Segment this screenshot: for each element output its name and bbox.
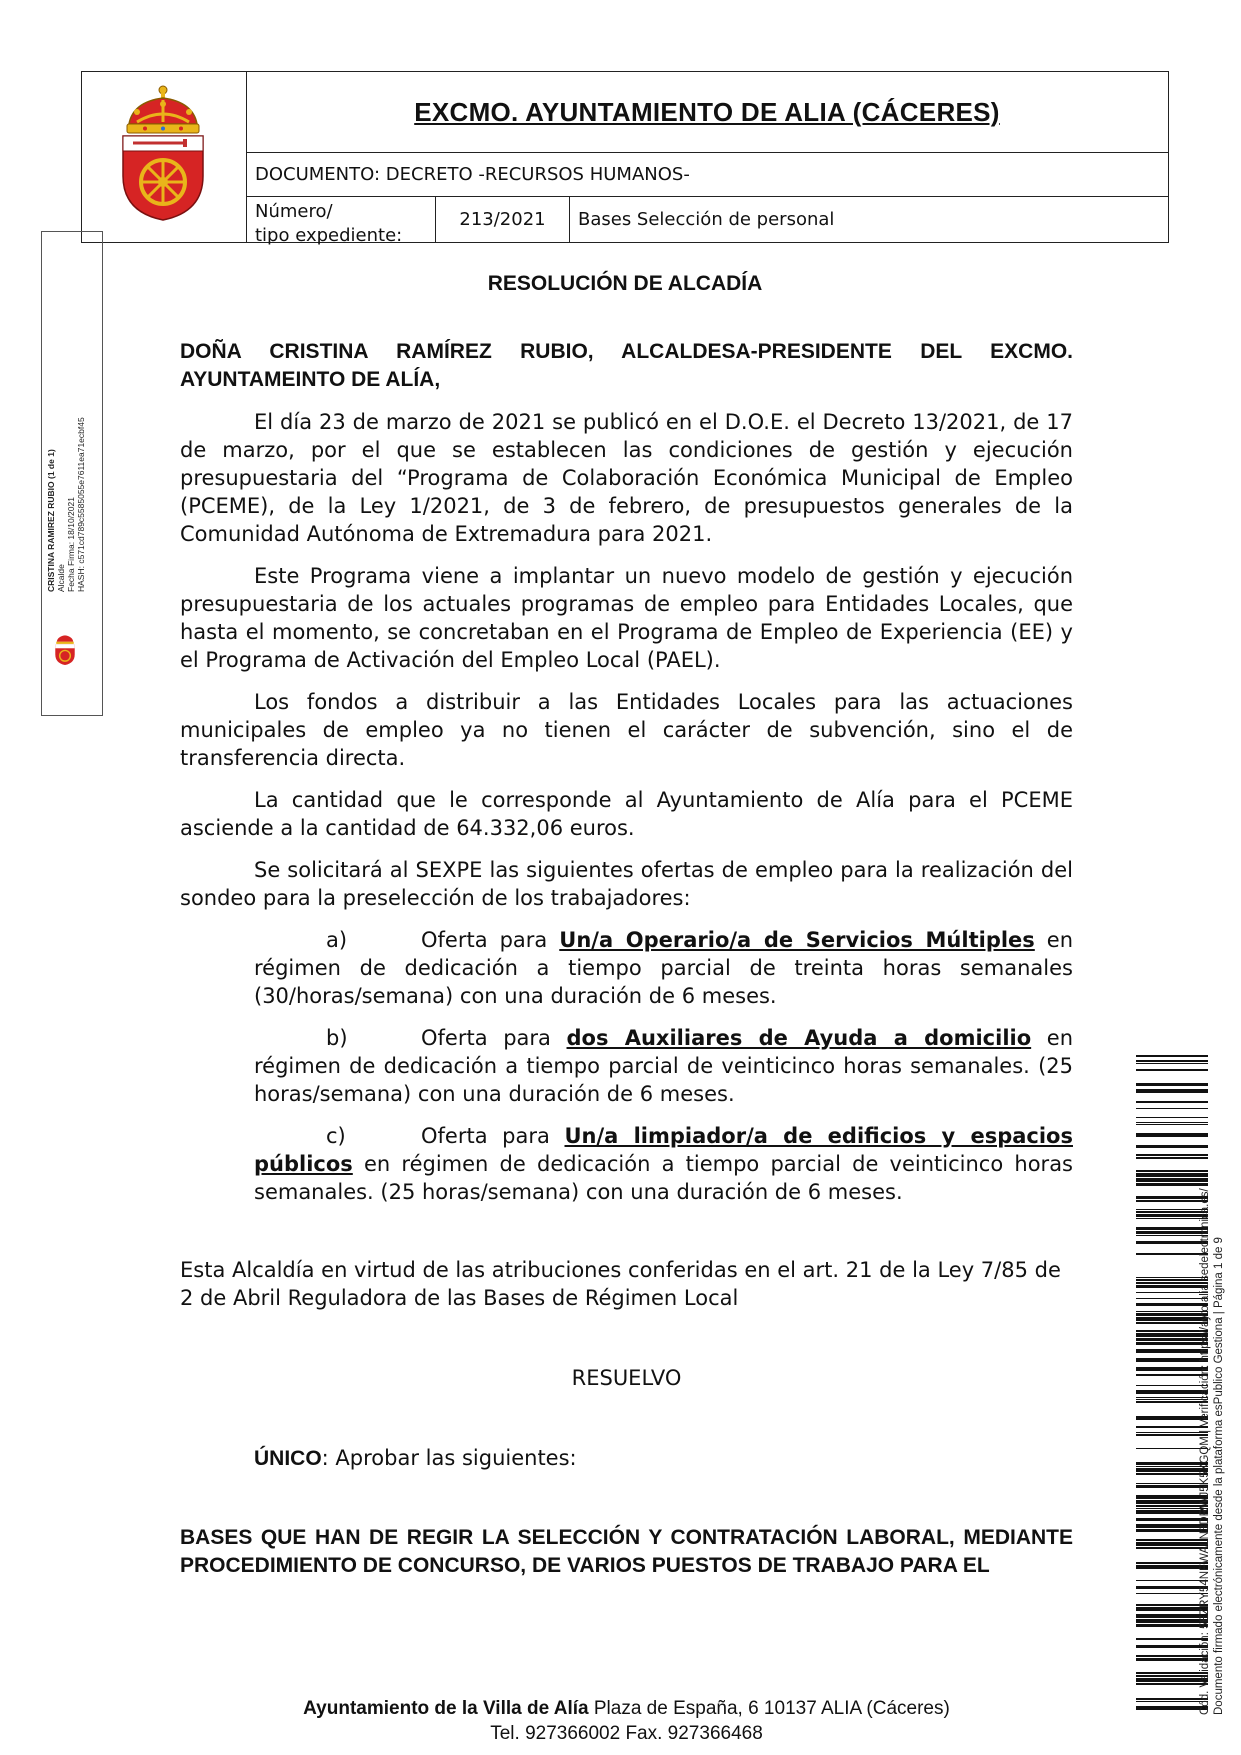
bases-heading: BASES QUE HAN DE REGIR LA SELECCIÓN Y CONTRATACIÓN LABORAL, MEDIANTE PROCEDIMIENTO DE CONCURSO, DE VARIOS PUESTOS DE TRABAJO PARA EL [180,1526,1073,1577]
unico-text: : Aprobar las siguientes: [321,1446,577,1470]
offer-a-post: en régimen de dedicación a tiempo parcial de treinta horas semanales (30/horas/semana) con una duración de 6 meses. [254,928,1074,1008]
unico-line [254,1446,577,1471]
footer-address-line [180,1696,1073,1721]
numero-label-line2: tipo expediente: [255,225,403,246]
verification-code: Cód. Validación: 5EZRY54NFWALN3DRWJ5K5XGQM | Verificación: https://ayto.alia.sedelectronica.es/ [1199,1188,1211,1715]
offer-a-label: a) [326,928,348,952]
header-title: EXCMO. AYUNTAMIENTO DE ALIA (CÁCERES) [414,96,1000,127]
signer-role: Alcalde [56,564,66,592]
footer-name: Ayuntamiento de la Villa de Alía [303,1698,589,1719]
offer-c [254,1122,1073,1206]
offer-b-label: b) [326,1026,348,1050]
offer-a-pre: Oferta para [421,928,560,952]
tipo-value: Bases Selección de personal [578,208,835,230]
offer-a-job: Un/a Operario/a de Servicios Múltiples [559,928,1035,952]
offer-b-job: dos Auxiliares de Ayuda a domicilio [566,1026,1032,1050]
signature-text [46,272,86,592]
paragraph-2 [180,562,1073,674]
intro-paragraph: DOÑA CRISTINA RAMÍREZ RUBIO, ALCALDESA-PRESIDENTE DEL EXCMO. AYUNTAMEINTO DE ALÍA, [180,340,1073,391]
page-footer [180,1696,1073,1746]
signature-hash: HASH: c571cd789c5585055e7611ea71ecbf45 [76,417,86,592]
footer-phones: Tel. 927366002 Fax. 927366468 [490,1723,763,1744]
paragraph-5 [180,856,1073,912]
paragraph-6: Esta Alcaldía en virtud de las atribuciones conferidas en el art. 21 de la Ley 7/85 de 2 de Abril Reguladora de las Bases de Régimen Local [180,1258,1061,1310]
offer-b-pre: Oferta para [421,1026,567,1050]
document-type: DOCUMENTO: DECRETO -RECURSOS HUMANOS- [246,152,1168,197]
numero-label-line1: Número/ [255,201,333,222]
crest-cell [82,72,247,242]
paragraph-2-text: Este Programa viene a implantar un nuevo modelo de gestión y ejecución presupuestaria de los actuales programas de empleo para Entidades Locales, que hasta el momento, se concretaban en el Programa de Empleo de Experiencia (EE) y el Programa de Activación del Empleo Local (PAEL). [180,564,1073,672]
paragraph-3-text: Los fondos a distribuir a las Entidades Locales para las actuaciones municipales de empleo ya no tienen el carácter de subvención, sino el de transferencia directa. [180,690,1073,770]
paragraph-3 [180,688,1073,772]
paragraph-4-text: La cantidad que le corresponde al Ayuntamiento de Alía para el PCEME asciende a la cantidad de 64.332,06 euros. [180,788,1073,840]
expediente-row [246,196,1168,246]
header-table [81,71,1169,246]
paragraph-1-text: El día 23 de marzo de 2021 se publicó en el D.O.E. el Decreto 13/2021, de 17 de marzo, por el que se establecen las condiciones de gestión y ejecución presupuestaria del “Programa de Colaboración Económica Municipal de Empleo (PCEME), de la Ley 1/2021, de 3 de febrero, de presupuestos generales de la Comunidad Autónoma de Extremadura para 2021. [180,410,1073,546]
resolution-title: RESOLUCIÓN DE ALCADÍA [487,272,763,295]
unico-label: ÚNICO [254,1447,322,1470]
verification-platform: Documento firmado electrónicamente desde la plataforma esPublico Gestiona | Página 1 de 9 [1213,1237,1225,1715]
municipal-crest-icon [115,84,211,224]
offer-a [254,926,1073,1010]
paragraph-4 [180,786,1073,842]
small-crest-icon [52,632,78,666]
signer-name: CRISTINA RAMIREZ RUBIO (1 de 1) [46,449,56,592]
offer-c-post: en régimen de dedicación a tiempo parcial de veinticinco horas semanales. (25 horas/semana) con una duración de 6 meses. [254,1152,1073,1204]
paragraph-5-text: Se solicitará al SEXPE las siguientes ofertas de empleo para la realización del sondeo para la preselección de los trabajadores: [180,858,1073,910]
signature-date: Fecha Firma: 18/10/2021 [66,497,76,592]
offer-b [254,1024,1073,1108]
offer-c-job: Un/a limpiador/a de edificios y espacios públicos [254,1124,1073,1176]
paragraph-1 [180,408,1073,548]
offer-c-pre: Oferta para [421,1124,565,1148]
footer-address: Plaza de España, 6 10137 ALIA (Cáceres) [588,1698,950,1719]
numero-label [246,196,436,246]
offer-c-label: c) [326,1124,346,1148]
header-title-row [246,72,1168,153]
offer-b-post: en régimen de dedicación a tiempo parcial de veinticinco horas semanales. (25 horas/semana) con una duración de 6 meses. [254,1026,1074,1106]
verification-text [1198,1075,1226,1715]
resuelvo-heading: RESUELVO [571,1366,682,1390]
numero-value: 213/2021 [436,196,570,242]
